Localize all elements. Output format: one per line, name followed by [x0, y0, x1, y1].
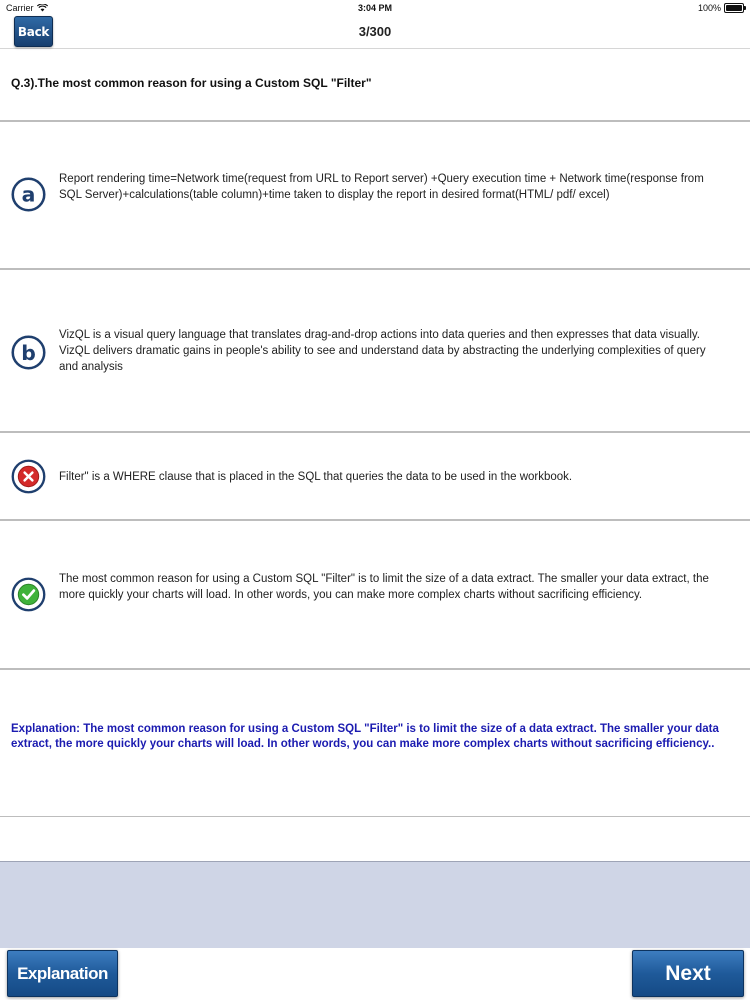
status-bar [0, 0, 750, 16]
question-row [0, 48, 750, 122]
battery-percent: 100% [697, 3, 721, 13]
bottom-bar [0, 948, 750, 1000]
navigation-bar [0, 16, 750, 49]
option-a[interactable] [0, 122, 750, 270]
explanation-block [0, 670, 750, 817]
question-text: Q.3).The most common reason for using a Custom SQL "Filter" [11, 76, 372, 90]
explanation-button[interactable]: Explanation [7, 950, 118, 997]
letter-b-circle-icon [11, 335, 46, 370]
option-b-badge-letter: b [21, 340, 36, 365]
letter-a-circle-icon [11, 177, 46, 212]
wrong-x-circle-icon [11, 459, 46, 494]
option-b[interactable] [0, 270, 750, 433]
option-a-text: Report rendering time=Network time(request from URL to Report server) +Query execution time + Network time(response from SQL Server)+calculations(table column)+time taken to display the report in desired format(HTML/ pdf/ excel) [59, 173, 704, 201]
option-c-text: Filter" is a WHERE clause that is placed in the SQL that queries the data to be used in the workbook. [59, 471, 573, 483]
option-d[interactable] [0, 521, 750, 670]
battery-icon [724, 3, 744, 13]
question-progress: 3/300 [358, 24, 392, 39]
option-d-text: The most common reason for using a Custom SQL "Filter" is to limit the size of a data extract. The smaller your data extract, the more quickly your charts will load. In other words, you can make more complex charts without sacrificing efficiency. [59, 573, 709, 601]
next-button[interactable]: Next [632, 950, 744, 997]
correct-check-circle-icon [11, 577, 46, 612]
battery-info [698, 3, 744, 13]
back-button[interactable]: Back [14, 16, 53, 47]
option-b-text: VizQL is a visual query language that translates drag-and-drop actions into data queries and then expresses that data visually. VizQL delivers dramatic gains in people's ability to see and understand data by abstracting the underlying complexities of query and analysis [59, 329, 706, 373]
explanation-text: Explanation: The most common reason for using a Custom SQL "Filter" is to limit the size of a data extract. The smaller your data extract, the more quickly your charts will load. In other words, you can make more complex charts without sacrificing efficiency.. [11, 723, 719, 750]
empty-row [0, 817, 750, 862]
toolbar-background [0, 862, 750, 948]
option-c[interactable] [0, 433, 750, 521]
status-time: 3:04 PM [357, 3, 392, 13]
option-a-badge-letter: a [21, 182, 36, 207]
carrier-label: Carrier [6, 3, 34, 13]
